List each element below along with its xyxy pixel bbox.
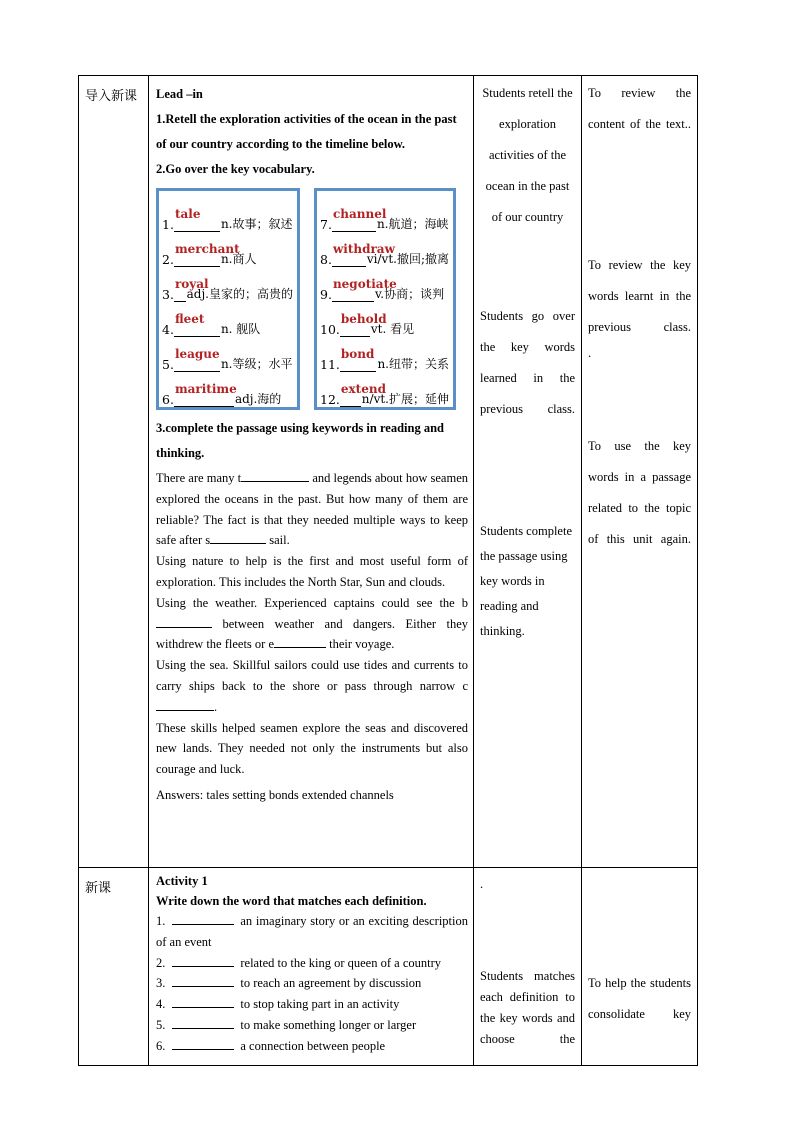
blank-line[interactable]	[241, 469, 309, 482]
definition-text: related to the king or queen of a country	[240, 955, 441, 970]
lead-in-heading: Lead –in	[156, 87, 203, 101]
vocab-number: 1.	[162, 217, 174, 232]
vocab-gloss: v.协商；谈判	[374, 287, 445, 301]
vocab-gloss: adj.海的	[234, 392, 282, 406]
vocab-answer: negotiate	[332, 277, 397, 291]
vocab-answer: royal	[174, 277, 209, 291]
definition-number: 6.	[156, 1038, 166, 1053]
vocab-row	[162, 197, 293, 232]
passage-para-1: There are many t and legends about how seamen explored the oceans in the past. But how many of them are reliable? The fact is that they needed multiple ways to keep safe after s sail.	[156, 471, 468, 548]
vocab-row	[320, 197, 449, 232]
answer-blank[interactable]	[172, 954, 234, 967]
definition-item	[156, 911, 468, 953]
vocab-gloss: n. 舰队	[220, 322, 261, 336]
vocab-answer-blank	[174, 347, 220, 372]
blank-line[interactable]	[156, 698, 214, 711]
purpose-2: To review the key words learnt in the previous class.	[588, 258, 691, 334]
vocab-answer-blank	[340, 312, 387, 337]
vocab-gloss: vt. 看见	[370, 322, 415, 336]
definition-list	[156, 911, 468, 1057]
students-activity: Students matches each definition to the key words and choose the	[480, 969, 575, 1046]
content-cell	[149, 76, 474, 868]
purpose-dot: .	[588, 346, 592, 360]
passage	[156, 468, 468, 806]
section-label: 导入新课	[85, 88, 138, 103]
content-cell	[149, 868, 474, 1066]
purpose-1: To review the content of the text..	[588, 86, 691, 131]
lead-in-row	[79, 76, 698, 868]
vocab-answer-blank	[332, 242, 395, 267]
vocab-number: 11.	[320, 357, 340, 372]
vocab-number: 3.	[162, 287, 174, 302]
vocab-box-right	[314, 188, 456, 410]
vocab-gloss: n.航道；海峡	[376, 217, 449, 231]
definition-text: to stop taking part in an activity	[240, 997, 400, 1012]
definition-text: to reach an agreement by discussion	[240, 976, 422, 991]
students-activity-3: Students complete the passage using key words in reading and thinking.	[480, 524, 572, 638]
vocab-answer: withdraw	[332, 242, 395, 256]
purpose-cell	[582, 76, 698, 868]
vocab-row	[162, 302, 293, 337]
vocab-row	[320, 232, 449, 267]
vocab-answer: bond	[340, 347, 375, 361]
activity-heading: Activity 1	[156, 874, 208, 888]
vocab-number: 5.	[162, 357, 174, 372]
answer-blank[interactable]	[172, 995, 234, 1008]
lesson-plan-table	[78, 75, 698, 1066]
vocab-row	[162, 267, 293, 302]
answer-blank[interactable]	[172, 1016, 234, 1029]
definition-item	[156, 973, 468, 994]
vocab-number: 4.	[162, 322, 174, 337]
definition-item	[156, 1015, 468, 1036]
definition-number: 1.	[156, 914, 166, 928]
vocab-gloss: n.等级；水平	[220, 357, 293, 371]
vocab-row	[320, 372, 449, 407]
students-dot: .	[480, 877, 484, 891]
definition-item	[156, 994, 468, 1015]
section-label: 新课	[85, 880, 112, 895]
vocab-gloss: n.纽带；关系	[377, 357, 449, 371]
answer-blank[interactable]	[172, 974, 234, 987]
vocab-answer: league	[174, 347, 220, 361]
blank-line[interactable]	[274, 635, 326, 648]
students-activity-2: Students go over the key words learned in the previous class.	[480, 309, 575, 416]
vocab-row	[162, 232, 293, 267]
vocab-answer-blank	[174, 382, 237, 407]
section-cell	[79, 868, 149, 1066]
answer-blank[interactable]	[172, 912, 234, 925]
vocab-number: 12.	[320, 392, 340, 407]
blank-line[interactable]	[156, 615, 212, 628]
vocab-gloss: n/vt.扩展；延伸	[361, 392, 449, 406]
vocab-answer: behold	[340, 312, 387, 326]
task-2: 2.Go over the key vocabulary.	[156, 162, 315, 176]
vocab-answer: maritime	[174, 382, 237, 396]
passage-para-5: These skills helped seamen explore the seas and discovered new lands. They needed not only the instruments but also courage and luck.	[156, 720, 468, 777]
vocab-row	[320, 337, 449, 372]
task-3: 3.complete the passage using keywords in reading and thinking.	[156, 421, 444, 460]
purpose-3: To use the key words in a passage related to the topic of this unit again.	[588, 439, 691, 546]
vocab-answer-blank	[340, 347, 377, 372]
definition-text: to make something longer or larger	[240, 1017, 417, 1032]
definition-item	[156, 1036, 468, 1057]
vocab-answer-blank	[332, 207, 387, 232]
purpose-cell	[582, 868, 698, 1066]
vocab-number: 8.	[320, 252, 332, 267]
vocab-answer: fleet	[174, 312, 205, 326]
definition-item	[156, 953, 468, 974]
passage-para-4: Using the sea. Skillful sailors could use tides and currents to carry ships back to the shore or pass through narrow c.	[156, 658, 468, 714]
definition-number: 4.	[156, 997, 166, 1012]
vocab-number: 6.	[162, 392, 174, 407]
blank-line[interactable]	[210, 531, 266, 544]
vocab-row	[162, 337, 293, 372]
students-cell	[474, 76, 582, 868]
vocab-answer-blank	[332, 277, 397, 302]
vocab-box-left	[156, 188, 300, 410]
definition-number: 2.	[156, 955, 166, 970]
vocab-answer-blank	[340, 382, 386, 407]
students-cell	[474, 868, 582, 1066]
definition-number: 3.	[156, 976, 166, 991]
definition-text: a connection between people	[240, 1038, 386, 1053]
vocab-answer: merchant	[174, 242, 240, 256]
vocab-row	[320, 267, 449, 302]
section-cell	[79, 76, 149, 868]
vocab-row	[162, 372, 293, 407]
new-lesson-row	[79, 868, 698, 1066]
vocab-number: 7.	[320, 217, 332, 232]
vocab-answer-blank	[174, 277, 209, 302]
passage-para-3: Using the weather. Experienced captains could see the b between weather and dangers. Either they withdrew the fleets or e their voyage.	[156, 595, 468, 652]
purpose: To help the students consolidate key	[588, 976, 691, 1021]
students-activity-1: Students retell the exploration activities of the ocean in the past of our country	[482, 86, 573, 224]
task-1: 1.Retell the exploration activities of the ocean in the past of our country according to the timeline below.	[156, 112, 457, 151]
vocab-answer-blank	[174, 312, 220, 337]
answer-blank[interactable]	[172, 1037, 234, 1050]
vocab-gloss: n.故事；叙述	[220, 217, 293, 231]
vocab-answer: channel	[332, 207, 387, 221]
vocabulary-panel	[156, 188, 468, 410]
vocab-gloss: adj.皇家的；高贵的	[186, 287, 293, 301]
answers-line: Answers: tales setting bonds extended channels	[156, 787, 394, 802]
activity-instruction: Write down the word that matches each definition.	[156, 894, 427, 908]
vocab-gloss: vi/vt.撤回;撤离	[366, 252, 449, 266]
vocab-row	[320, 302, 449, 337]
vocab-number: 9.	[320, 287, 332, 302]
vocab-answer-blank	[174, 207, 220, 232]
vocab-number: 2.	[162, 252, 174, 267]
definition-number: 5.	[156, 1017, 166, 1032]
passage-para-2: Using nature to help is the first and most useful form of exploration. This includes the North Star, Sun and clouds.	[156, 554, 468, 589]
vocab-number: 10.	[320, 322, 340, 337]
vocab-answer: tale	[174, 207, 201, 221]
vocab-gloss: n.商人	[220, 252, 257, 266]
definition-text: an imaginary story or an exciting description of an event	[156, 914, 468, 949]
vocab-answer: extend	[340, 382, 386, 396]
